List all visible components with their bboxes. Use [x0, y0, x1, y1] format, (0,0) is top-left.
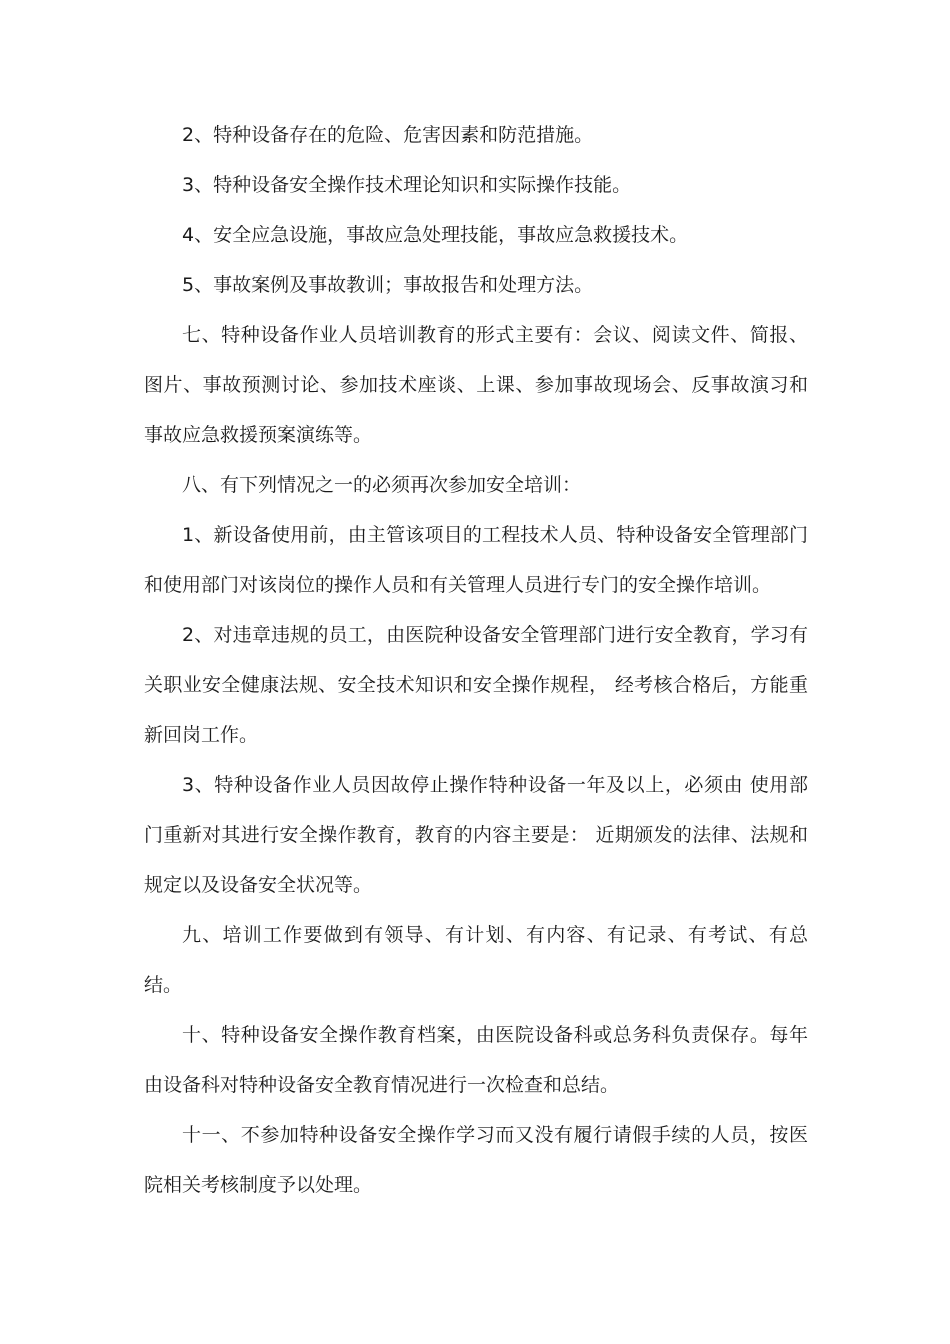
paragraph-item-4-emergency: 4、安全应急设施，事故应急处理技能，事故应急救援技术。: [182, 224, 689, 246]
paragraph-section-8-retraining: 八、有下列情况之一的必须再次参加安全培训：: [182, 474, 582, 496]
paragraph-item-5-accident-cases: 5、事故案例及事故教训；事故报告和处理方法。: [182, 274, 594, 296]
document-body: [144, 110, 808, 1210]
paragraph-section-10-records: 十、特种设备安全操作教育档案，由医院设备科或总务科负责保存。每年由设备科对特种设备安全教育情况进行一次检查和总结。: [144, 1024, 808, 1096]
paragraph-section-9-training-work: 九、培训工作要做到有领导、有计划、有内容、有记录、有考试、有总结。: [144, 924, 808, 996]
paragraph-item-3-skills: 3、特种设备安全操作技术理论知识和实际操作技能。: [182, 174, 632, 196]
paragraph-8-2-violations: 2、对违章违规的员工，由医院种设备安全管理部门进行安全教育，学习有关职业安全健康法规、安全技术知识和安全操作规程， 经考核合格后，方能重新回岗工作。: [144, 624, 808, 746]
paragraph-section-11-penalties: 十一、不参加特种设备安全操作学习而又没有履行请假手续的人员，按医院相关考核制度予以处理。: [144, 1124, 808, 1196]
paragraph-section-7-training-forms: 七、特种设备作业人员培训教育的形式主要有：会议、阅读文件、简报、图片、事故预测讨论、参加技术座谈、上课、参加事故现场会、反事故演习和事故应急救援预案演练等。: [144, 324, 808, 446]
paragraph-item-2-hazards: 2、特种设备存在的危险、危害因素和防范措施。: [182, 124, 594, 146]
paragraph-8-3-long-absence: 3、特种设备作业人员因故停止操作特种设备一年及以上，必须由 使用部门重新对其进行安全操作教育，教育的内容主要是： 近期颁发的法律、法规和规定以及设备安全状况等。: [144, 774, 808, 896]
paragraph-8-1-new-equipment: 1、新设备使用前，由主管该项目的工程技术人员、特种设备安全管理部门和使用部门对该岗位的操作人员和有关管理人员进行专门的安全操作培训。: [144, 524, 808, 596]
